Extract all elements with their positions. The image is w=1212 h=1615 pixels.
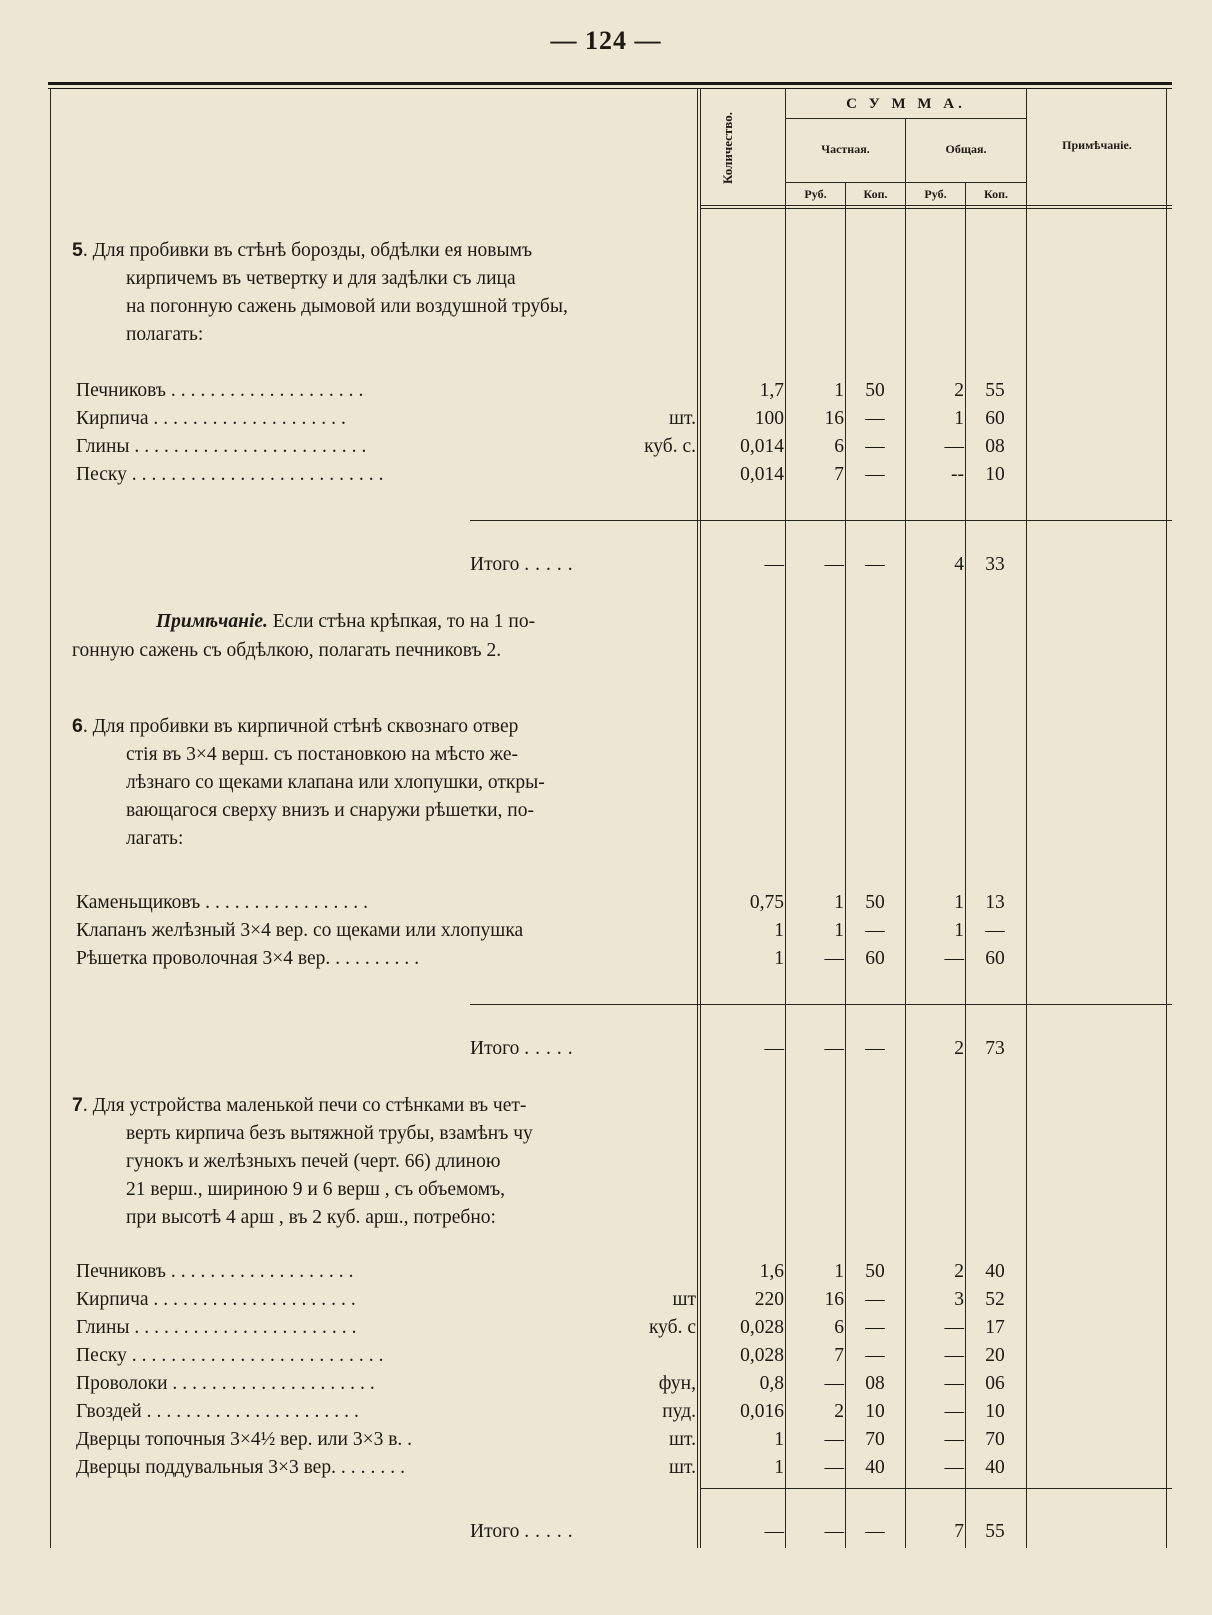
quantity-header: Количество. bbox=[720, 112, 735, 184]
header-rule-2 bbox=[700, 208, 1172, 209]
table-row: Песку .......................... 0,014 7 — -- 10 bbox=[76, 464, 1005, 485]
top-rule bbox=[48, 82, 1172, 85]
subtotal-rule bbox=[470, 520, 1172, 521]
itogo-row: Итого ..... — — — 4 33 bbox=[470, 554, 1005, 575]
table-row: Рѣшетка проволочная 3×4 вер. ......... 1 — 60 — 60 bbox=[76, 948, 1005, 969]
table-row: Песку .......................... 0,028 7 — — 20 bbox=[76, 1345, 1005, 1366]
page-number: — 124 — bbox=[550, 26, 662, 55]
table-row: Глины ....................... куб. с 0,028 6 — — 17 bbox=[0, 1314, 1212, 1342]
table-row: Клапанъ желѣзный 3×4 вер. со щеками или хлопушка 1 1 — 1 — bbox=[76, 920, 1005, 941]
rub-header: Руб. bbox=[924, 187, 947, 201]
table-row: Гвоздей ...................... пуд. 0,016 2 10 — 10 bbox=[0, 1398, 1212, 1426]
section-number: 7 bbox=[72, 1094, 83, 1116]
table-row: Печниковъ ................... 1,6 1 50 2 40 bbox=[76, 1261, 1005, 1282]
note-5: Примѣчаніе. Если стѣна крѣпкая, то на 1 по- гонную сажень съ обдѣлкою, полагать печниковъ 2. bbox=[72, 611, 536, 661]
partial-header: Частная. bbox=[821, 142, 870, 156]
kop-header: Коп. bbox=[863, 187, 888, 201]
subtotal-rule bbox=[700, 1488, 1172, 1489]
subtotal-rule bbox=[470, 1004, 1172, 1005]
section-5-text: 5. Для пробивки въ стѣнѣ борозды, обдѣлки ея новымъ кирпичемъ въ четвертку и для задѣлки съ лица на погонную сажень дымовой или воздушной трубы, полагать: bbox=[72, 239, 568, 345]
rub-header: Руб. bbox=[804, 187, 827, 201]
table-row: Проволоки ..................... фун, 0,8 — 08 — 06 bbox=[0, 1370, 1212, 1398]
sum-header: С У М М А. bbox=[846, 96, 966, 112]
table-row: Кирпича ..................... шт 220 16 — 3 52 bbox=[0, 1286, 1212, 1314]
note-header: Примѣчаніе. bbox=[1062, 138, 1132, 152]
header-rule bbox=[700, 205, 1172, 206]
itogo-row: Итого ..... — — — 7 55 bbox=[470, 1521, 1005, 1542]
table-row: Дверцы топочныя 3×4½ вер. или 3×3 в. . шт. 1 — 70 — 70 bbox=[0, 1426, 1212, 1454]
section-7-text: 7. Для устройства маленькой печи со стѣнками въ чет- верть кирпича безъ вытяжной трубы, взамѣнъ чу гунокъ и желѣзныхъ печей (черт. 66) длиною 21 верш., шириною 9 и 6 верш , съ объемомъ, при высотѣ 4 арш , въ 2 куб. арш., потребно: bbox=[72, 1094, 533, 1228]
itogo-row: Итого ..... — — — 2 73 bbox=[470, 1038, 1005, 1059]
section-number: 6 bbox=[72, 715, 83, 737]
section-number: 5 bbox=[72, 239, 83, 261]
section-6-text: 6. Для пробивки въ кирпичной стѣнѣ сквознаго отвер стія въ 3×4 верш. съ постановкою на мѣсто же- лѣзнаго со щеками клапана или хлопушки, откры- вающагося сверху внизъ и снаружи рѣшетки, по- лагать: bbox=[72, 715, 545, 849]
table-row: Глины ........................ куб. с. 0,014 6 — — 08 bbox=[0, 433, 1212, 461]
table-row: Кирпича .................... шт. 100 16 — 1 60 bbox=[0, 405, 1212, 433]
kop-header: Коп. bbox=[983, 187, 1009, 201]
table-row: Дверцы поддувальныя 3×3 вер. ....... шт. 1 — 40 — 40 bbox=[0, 1454, 1212, 1482]
table-row: Печниковъ .................... 1,7 1 50 2 55 bbox=[76, 380, 1005, 401]
table-row: Каменьщиковъ ................. 0,75 1 50 1 13 bbox=[76, 892, 1005, 913]
top-rule-thin bbox=[48, 88, 1172, 89]
total-header: Общая. bbox=[945, 142, 987, 156]
